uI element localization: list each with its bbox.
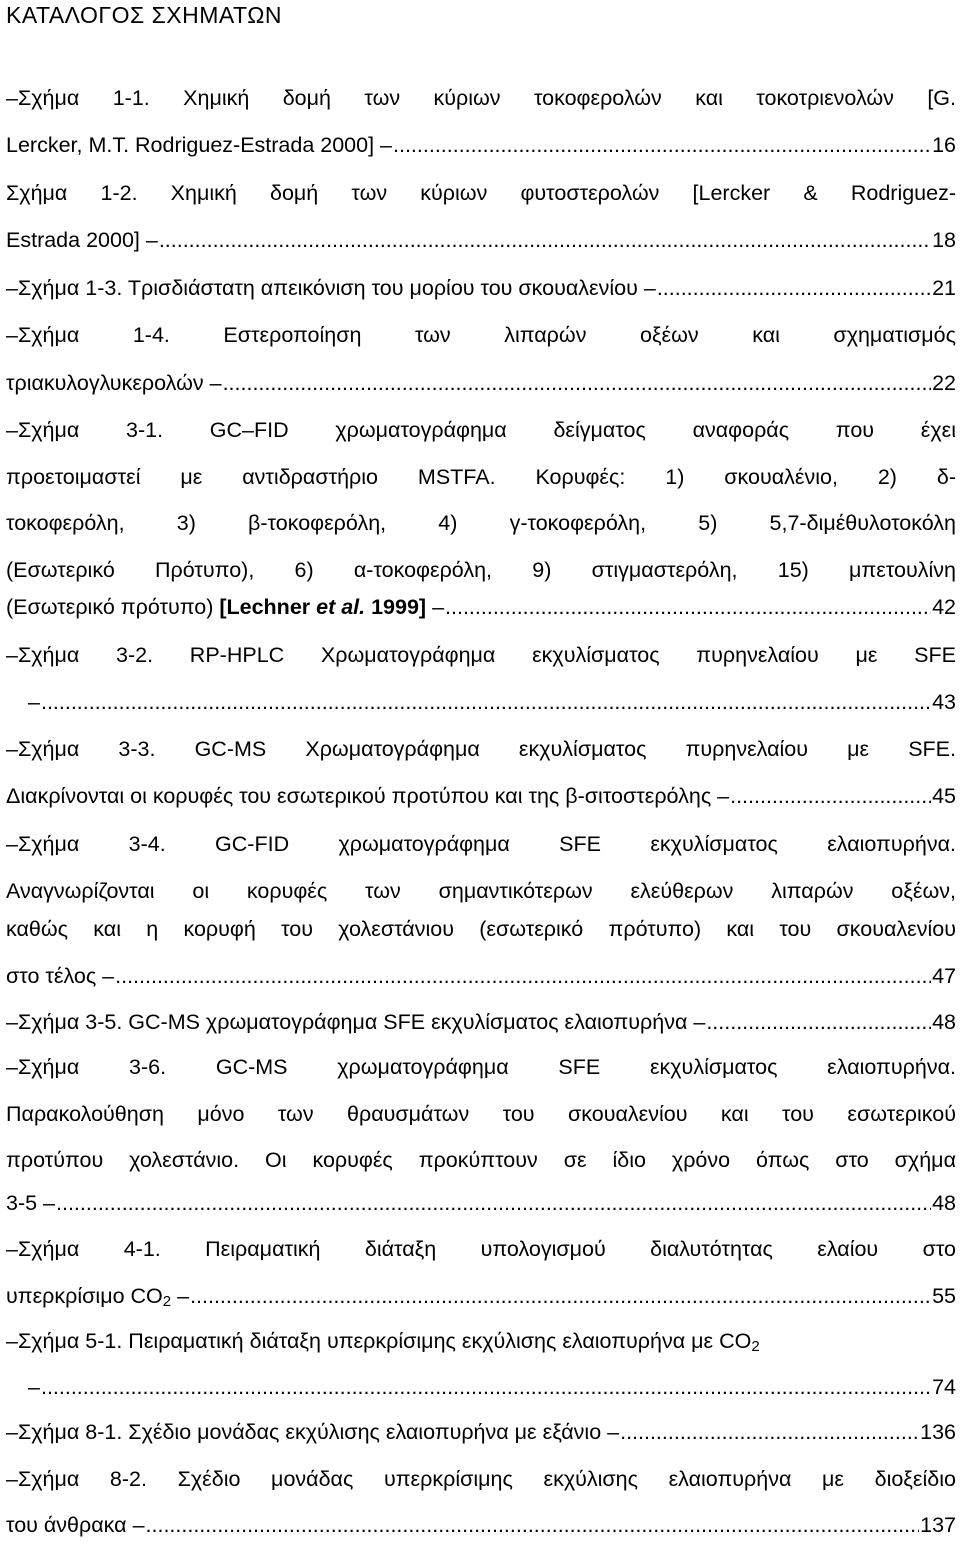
toc-text: τριακυλογλυκερολών – xyxy=(6,371,222,395)
toc-entry-1-4-line[interactable]: –Σχήμα 1-4. Εστεροποίηση των λιπαρών οξέων και σχηματισμός xyxy=(6,323,956,347)
toc-leader xyxy=(56,1186,931,1220)
toc-entry-3-4-line1[interactable]: –Σχήμα 3-4. GC-FID χρωματογράφημα SFE εκχυλίσματος ελαιοπυρήνα. xyxy=(6,832,956,856)
toc-entry-3-1-line4[interactable]: (Εσωτερικό Πρότυπο), 6) α-τοκοφερόλη, 9) στιγμαστερόλη, 15) μπετουλίνη xyxy=(6,558,956,582)
toc-text: 3-5 – xyxy=(6,1191,56,1215)
toc-text: – xyxy=(28,690,40,714)
toc-dash: – xyxy=(426,595,445,619)
toc-dash: – xyxy=(171,1284,190,1308)
toc-entry-1-3[interactable] xyxy=(6,271,956,305)
toc-entry-5-1-line[interactable] xyxy=(6,1324,956,1358)
toc-text xyxy=(6,590,444,624)
toc-page-number: 136 xyxy=(920,1420,956,1444)
toc-page-number: 48 xyxy=(932,1191,956,1215)
toc-leader xyxy=(115,959,931,993)
toc-entry-3-4-line3[interactable]: καθώς και η κορυφή του χολεστάνιου (εσωτερικό πρότυπο) και του σκουαλενίου xyxy=(6,917,956,941)
toc-text: – xyxy=(28,1375,40,1399)
citation-year: 1999] xyxy=(365,595,427,619)
toc-page-number: 21 xyxy=(932,276,956,300)
toc-leader xyxy=(41,685,931,719)
toc-page-number: 137 xyxy=(920,1513,956,1537)
toc-leader xyxy=(146,1508,920,1542)
toc-page-number: 18 xyxy=(932,228,956,252)
toc-entry-1-2-line[interactable]: Σχήμα 1-2. Χημική δομή των κύριων φυτοστερολών [Lercker & Rodriguez- xyxy=(6,181,956,205)
toc-text: –Σχήμα 1-3. Τρισδιάστατη απεικόνιση του μορίου του σκουαλενίου – xyxy=(6,276,656,300)
toc-text: –Σχήμα 8-1. Σχέδιο μονάδας εκχύλισης ελαιοπυρήνα με εξάνιο – xyxy=(6,1420,620,1444)
subscript-2: 2 xyxy=(162,1293,172,1310)
toc-text: στο τέλος – xyxy=(6,964,115,988)
toc-text: Lercker, M.T. Rodriguez-Estrada 2000] – xyxy=(6,133,392,157)
toc-page-number: 47 xyxy=(932,964,956,988)
toc-leader xyxy=(730,779,931,813)
toc-leader xyxy=(706,1005,931,1039)
toc-entry-3-2-line[interactable]: –Σχήμα 3-2. RP-HPLC Χρωματογράφημα εκχυλίσματος πυρηνελαίου με SFE xyxy=(6,643,956,667)
toc-text-part: (Εσωτερικό πρότυπο) xyxy=(6,595,220,619)
toc-entry-3-6-line1[interactable]: –Σχήμα 3-6. GC-MS χρωματογράφημα SFE εκχυλίσματος ελαιοπυρήνα. xyxy=(6,1055,956,1079)
toc-entry-3-1-last[interactable] xyxy=(6,590,956,624)
toc-entry-3-4-last[interactable] xyxy=(6,959,956,993)
toc-entry-8-2-last[interactable] xyxy=(6,1508,956,1542)
toc-page-number: 43 xyxy=(932,690,956,714)
toc-page-number: 74 xyxy=(932,1375,956,1399)
toc-page-number: 48 xyxy=(932,1010,956,1034)
toc-leader xyxy=(393,128,931,162)
toc-entry-3-3-last[interactable] xyxy=(6,779,956,813)
page-title: ΚΑΤΑΛΟΓΟΣ ΣΧΗΜΑΤΩΝ xyxy=(6,2,282,28)
toc-page-number: 45 xyxy=(932,784,956,808)
toc-entry-8-2-line[interactable]: –Σχήμα 8-2. Σχέδιο μονάδας υπερκρίσιμης εκχύλισης ελαιοπυρήνα με διοξείδιο xyxy=(6,1467,956,1491)
toc-leader xyxy=(159,223,931,257)
toc-entry-1-4-last[interactable] xyxy=(6,366,956,400)
toc-entry-3-1-line1[interactable]: –Σχήμα 3-1. GC–FID χρωματογράφημα δείγματος αναφοράς που έχει xyxy=(6,418,956,442)
toc-leader xyxy=(41,1370,931,1404)
toc-text xyxy=(6,1279,189,1313)
toc-page-number: 55 xyxy=(932,1284,956,1308)
toc-entry-3-6-last[interactable] xyxy=(6,1186,956,1220)
toc-text: Διακρίνονται οι κορυφές του εσωτερικού προτύπου και της β-σιτοστερόλης – xyxy=(6,784,730,808)
toc-text: του άνθρακα – xyxy=(6,1513,145,1537)
toc-leader xyxy=(223,366,932,400)
toc-text: Estrada 2000] – xyxy=(6,228,158,252)
toc-text-part: –Σχήμα 5-1. Πειραματική διάταξη υπερκρίσιμης εκχύλισης ελαιοπυρήνα με CO xyxy=(6,1329,752,1353)
toc-leader xyxy=(620,1415,919,1449)
toc-page-number: 22 xyxy=(932,371,956,395)
toc-entry-3-2-last[interactable] xyxy=(28,685,956,719)
toc-entry-3-5[interactable] xyxy=(6,1005,956,1039)
toc-entry-5-1-last[interactable] xyxy=(28,1370,956,1404)
toc-leader xyxy=(657,271,931,305)
toc-entry-3-6-line2[interactable]: Παρακολούθηση μόνο των θραυσμάτων του σκουαλενίου και του εσωτερικού xyxy=(6,1102,956,1126)
toc-page-number: 42 xyxy=(932,595,956,619)
toc-text: –Σχήμα 3-5. GC-MS χρωματογράφημα SFE εκχυλίσματος ελαιοπυρήνα – xyxy=(6,1010,706,1034)
toc-entry-3-6-line3[interactable]: προτύπου χολεστάνιο. Οι κορυφές προκύπτουν σε ίδιο χρόνο όπως στο σχήμα xyxy=(6,1148,956,1172)
toc-entry-1-2-last[interactable] xyxy=(6,223,956,257)
toc-leader xyxy=(445,590,931,624)
citation-etal: et al. xyxy=(316,595,366,619)
toc-entry-3-1-line3[interactable]: τοκοφερόλη, 3) β-τοκοφερόλη, 4) γ-τοκοφερόλη, 5) 5,7-διμέθυλοτοκόλη xyxy=(6,511,956,535)
toc-text-part: υπερκρίσιμο CO xyxy=(6,1284,163,1308)
toc-entry-1-1-line[interactable]: –Σχήμα 1-1. Χημική δομή των κύριων τοκοφερολών και τοκοτριενολών [G. xyxy=(6,86,956,110)
toc-entry-3-4-line2[interactable]: Αναγνωρίζονται οι κορυφές των σημαντικότερων ελεύθερων λιπαρών οξέων, xyxy=(6,879,956,903)
citation-author: [Lechner xyxy=(219,595,317,619)
toc-entry-1-1-last[interactable] xyxy=(6,128,956,162)
toc-entry-3-1-line2[interactable]: προετοιμαστεί με αντιδραστήριο MSTFA. Κορυφές: 1) σκουαλένιο, 2) δ- xyxy=(6,465,956,489)
toc-leader xyxy=(190,1279,931,1313)
toc-entry-4-1-line[interactable]: –Σχήμα 4-1. Πειραματική διάταξη υπολογισμού διαλυτότητας ελαίου στο xyxy=(6,1237,956,1261)
toc-page-number: 16 xyxy=(932,133,956,157)
toc-entry-4-1-last[interactable] xyxy=(6,1279,956,1313)
subscript-2: 2 xyxy=(751,1338,760,1355)
toc-entry-3-3-line[interactable]: –Σχήμα 3-3. GC-MS Χρωματογράφημα εκχυλίσματος πυρηνελαίου με SFE. xyxy=(6,737,956,761)
toc-entry-8-1[interactable] xyxy=(6,1415,956,1449)
